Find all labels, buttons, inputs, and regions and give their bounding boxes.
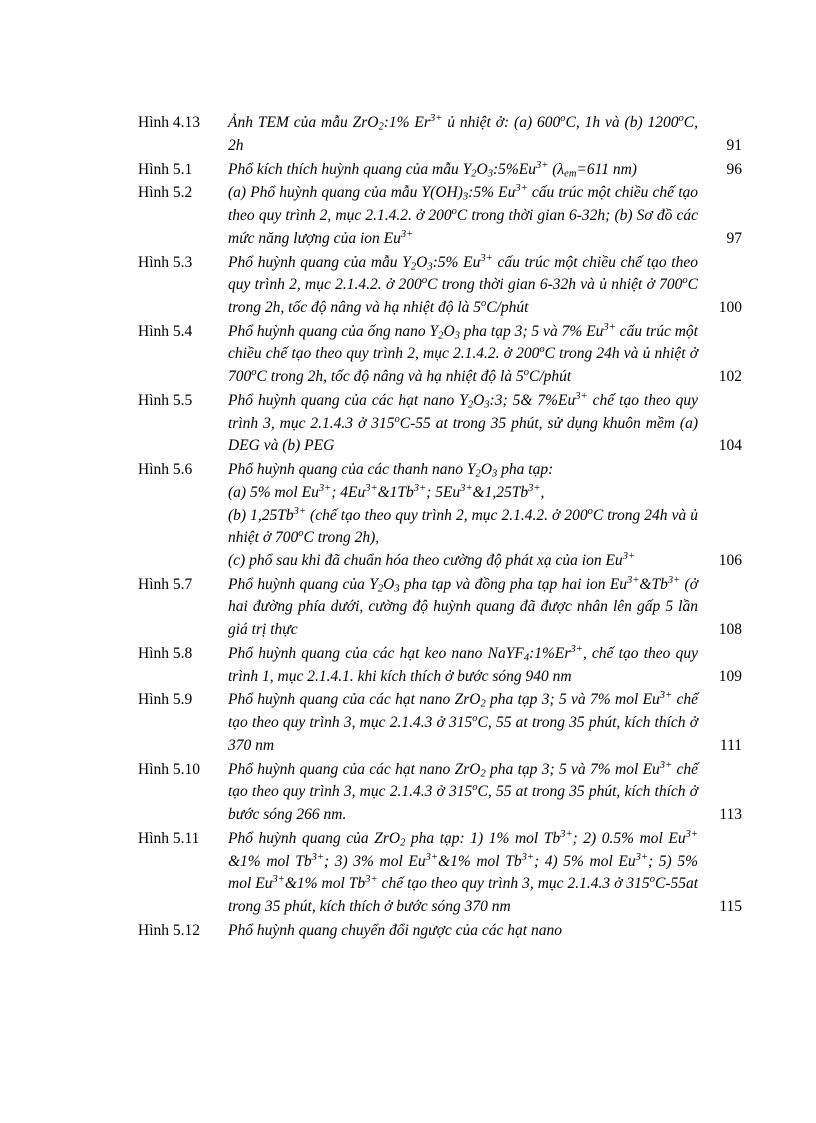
page-number: 100 [718,298,742,316]
figure-entry [138,159,742,182]
figure-label: Hình 5.9 [138,691,193,709]
figure-caption: (a) Phổ huỳnh quang của mẫu $Y(OH)_3:5\%$ $Eu^{3+}$ cấu trúc một chiều chế tạo theo quy trình 2, mục 2.1.4.2. ở 200$^o$C trong thời gian 6-32h; (b) Sơ đồ các mức năng lượng của ion $Eu^{3+}$ [228,183,699,247]
figure-label: Hình 5.11 [138,829,200,847]
figure-caption: Phổ huỳnh quang của các hạt nano ZrO$_2$ pha tạp 3; 5 và 7% mol $Eu^{3+}$ chế tạo theo quy trình 3, mục 2.1.4.3 ở 315$^o$C, 55 at trong 35 phút, kích thích ở bước sóng 266 nm. [228,759,699,824]
figure-caption: Phổ huỳnh quang của ống nano $Y_2O_3$ pha tạp 3; 5 và 7% $Eu^{3+}$ cấu trúc một chiều chế tạo theo quy trình 2, mục 2.1.4.2. ở 200$^o$C trong 24h và ủ nhiệt ở 700$^o$C trong 2h, tốc độ nâng và hạ nhiệt độ là 5$^o$C/phút [228,321,698,386]
figure-label: Hình 5.5 [138,391,193,409]
figure-entry [138,574,742,642]
list-of-figures [138,112,742,942]
figure-caption: Phổ huỳnh quang của các hạt nano $Y_2O_3:3$; 5& $7\%Eu^{3+}$ chế tạo theo quy trình 3, mục 2.1.4.3 ở 315$^o$C-55 at trong 35 phút, sử dụng khuôn mềm (a) DEG và (b) PEG [228,391,698,455]
figure-caption: Phổ huỳnh quang của mẫu $Y_2O_3:5\%$ $Eu^{3+}$ cấu trúc một chiều chế tạo theo quy trình 2, mục 2.1.4.2. ở 200$^o$C trong thời gian 6-32h và ủ nhiệt ở 700$^o$C trong 2h, tốc độ nâng và hạ nhiệt độ là 5$^o$C/phút [228,252,698,316]
figure-label: Hình 4.13 [138,114,200,131]
figure-caption: Ảnh TEM của mẫu ZrO$_2$:1% $Er^{3+}$ ủ nhiệt ở: (a) 600$^o$C, 1h và (b) 1200$^o$C, 2h [228,113,698,154]
page-number: 96 [726,160,742,178]
page-number: 91 [726,136,742,154]
figure-label: Hình 5.3 [138,253,193,271]
figure-entry [138,252,742,320]
page-number: 111 [719,736,742,754]
page-number: 97 [726,229,742,247]
figure-label: Hình 5.12 [138,921,200,939]
figure-label: Hình 5.2 [138,184,193,202]
page-number: 115 [719,897,742,915]
page-number: 109 [718,667,742,685]
page-number: 106 [718,551,742,569]
figure-label: Hình 5.1 [138,160,193,178]
figure-label: Hình 5.10 [138,760,200,778]
page-number: 113 [719,806,742,824]
figure-entry [138,390,742,458]
figure-entry [138,182,742,250]
figure-label: Hình 5.6 [138,461,193,479]
figure-caption: Phổ huỳnh quang của các hạt keo nano $NaYF_4:1\%Er^{3+}$, chế tạo theo quy trình 1, mục 2.1.4.1. khi kích thích ở bước sóng 940 nm [228,644,698,685]
figure-label: Hình 5.8 [138,644,193,662]
figure-entry [138,321,742,389]
figure-entry [138,643,742,688]
page-number: 102 [718,368,742,386]
figure-caption: Phổ kích thích huỳnh quang của mẫu $Y_2O_3:5\%Eu^{3+}$ ($\lambda_{em}=611$ nm) [228,159,637,180]
page-number: 108 [718,621,742,639]
page-number: 104 [718,437,742,455]
figure-entry [138,689,742,757]
figure-label: Hình 5.4 [138,322,193,340]
figure-caption: Phổ huỳnh quang chuyển đổi ngược của các hạt nano [228,921,562,939]
figure-entry [138,828,742,919]
figure-caption: Phổ huỳnh quang của các hạt nano ZrO$_2$ pha tạp 3; 5 và 7% mol $Eu^{3+}$ chế tạo theo quy trình 3, mục 2.1.4.3 ở 315$^o$C, 55 at trong 35 phút, kích thích ở 370 nm [228,690,699,754]
figure-caption: Phổ huỳnh quang của $Y_2O_3$ pha tạp và đồng pha tạp hai ion $Eu^{3+}\&Tb^{3+}$ (ở hai đường phía dưới, cường độ huỳnh quang đã được nhân lên gấp 5 lần giá trị thực [228,574,698,639]
figure-caption: Phổ huỳnh quang của ZrO$_2$ pha tạp: 1) 1% mol $Tb^{3+}$; 2) 0.5% mol $Eu^{3+}$ &1% mol $Tb^{3+}$; 3) 3% mol $Eu^{3+}\&1\%$ mol $Tb^{3+}$; 4) 5% mol $Eu^{3+}$; 5) 5% mol $Eu^{3+}\&1\%$ mol $Tb^{3+}$ chế tạo theo quy trình 3, mục 2.1.4.3 ở 315$^o$C-55at trong 35 phút, kích thích ở bước sóng 370 nm [228,829,699,915]
figure-label: Hình 5.7 [138,575,193,593]
figure-entry [138,112,742,157]
figure-entry [138,759,742,827]
figure-entry [138,920,742,943]
figure-entry [138,459,742,573]
figure-caption: Phổ huỳnh quang của các thanh nano $Y_2O_3$ pha tạp: (a) 5% mol $Eu^{3+}$; $4Eu^{3+}\&1Tb^{3+}$; $5Eu^{3+}\&1,25Tb^{3+}$, (b) $1,25Tb^{3+}$ (chế tạo theo quy trình 2, mục 2.1.4.2. ở 200$^o$C trong 24h và ủ nhiệt ở 700$^o$C trong 2h), (c) phổ sau khi đã chuẩn hóa theo cường độ phát xạ của ion $Eu^{3+}$ [228,461,698,569]
